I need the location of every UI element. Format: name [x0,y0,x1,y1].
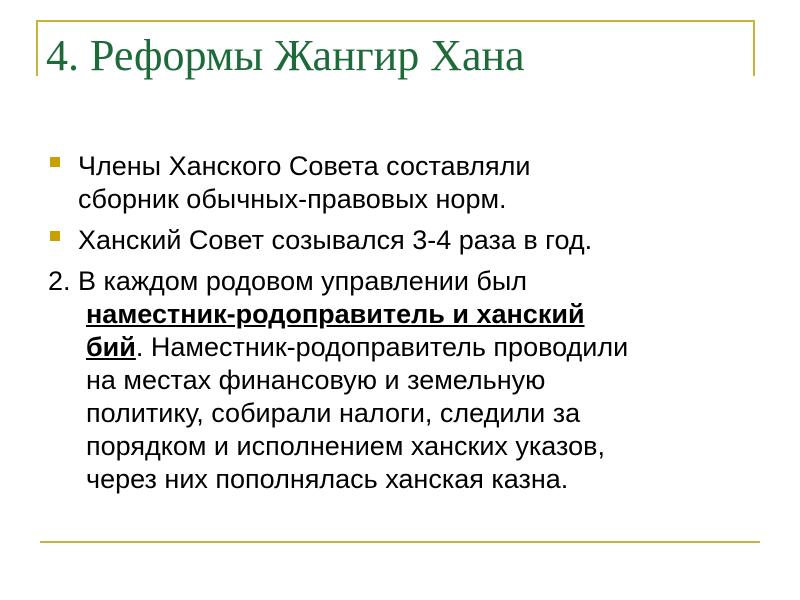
bold-term: наместник-родоправитель и ханский [86,299,585,329]
paragraph-line [48,298,760,331]
paragraph-line [48,331,760,364]
paragraph-text: . Наместник-родоправитель проводили [135,332,629,362]
bullet-line: Ханский Совет созывался 3-4 раза в год. [78,225,593,255]
frame-left-line [36,20,38,76]
frame-top-line [36,20,754,22]
frame-bottom-line [40,541,760,543]
paragraph-line: порядком и исполнением ханских указов, [86,431,605,461]
frame-right-line [753,20,755,76]
bullet-item [40,224,760,257]
square-bullet-icon [50,231,60,241]
bold-term: бий [86,332,136,362]
square-bullet-icon [50,157,60,167]
paragraph-line: 2. В каждом родовом управлении был [48,266,528,296]
bullet-line: сборник обычных-правовых норм. [78,184,507,214]
bullet-item [40,150,760,216]
slide-title: 4. Реформы Жангир Хана [46,31,525,80]
paragraph-line: политику, собирали налоги, следили за [86,398,581,428]
numbered-paragraph [40,265,760,496]
paragraph-line: через них пополнялась ханская казна. [86,464,569,494]
slide-body [40,150,760,496]
bullet-line: Члены Ханского Совета составляли [78,151,531,181]
paragraph-line: на местах финансовую и земельную [86,365,546,395]
